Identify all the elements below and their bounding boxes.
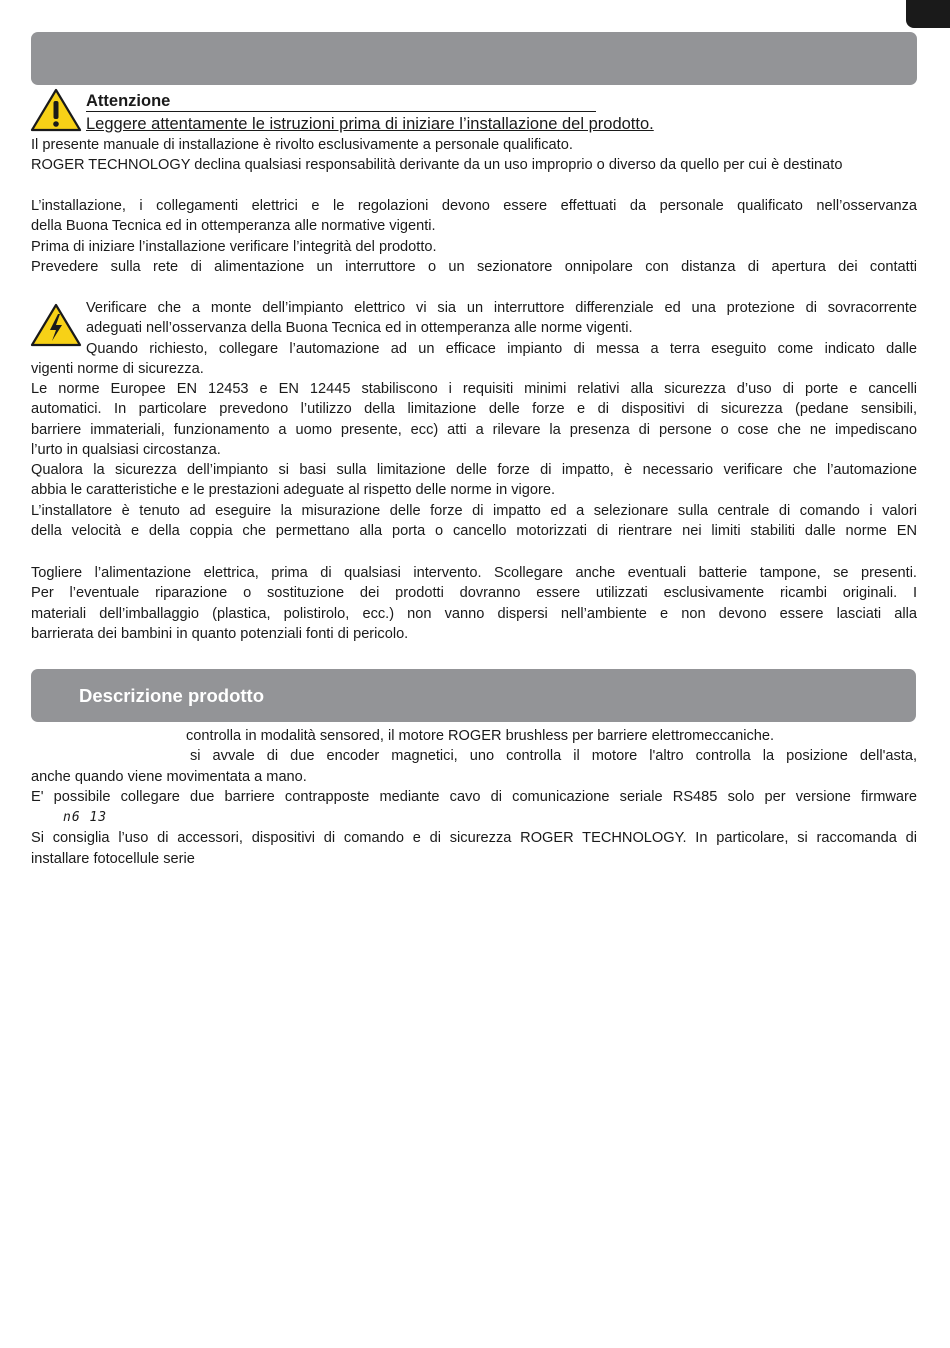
installation-line: della Buona Tecnica ed in ottemperanza alle normative vigenti. [31,218,436,235]
description-line: E' possibile collegare due barriere contrapposte mediante cavo di comunicazione seriale RS485 solo per versione firmware [31,788,917,805]
attention-title: Attenzione [86,91,596,112]
description-line: installare fotocellule serie [31,850,195,867]
maintenance-line: Per l’eventuale riparazione o sostituzione dei prodotti dovranno essere utilizzati esclusivamente ricambi originali. I [31,585,917,602]
intro-line: Il presente manuale di installazione è rivolto esclusivamente a personale qualificato. [31,137,573,153]
header-band [31,32,917,85]
maintenance-block [31,563,917,644]
warning-exclamation-icon [30,88,82,132]
intro-line: ROGER TECHNOLOGY declina qualsiasi responsabilità derivante da un uso improprio o diverso da quello per cui è destinato [31,157,843,174]
installation-block [31,196,917,277]
electrical-line: adeguati nell’osservanza della Buona Tecnica ed in ottemperanza alle norme vigenti. [86,320,633,337]
norms-line: Qualora la sicurezza dell’impianto si basi sulla limitazione delle forze di impatto, è necessario verificare che l’automazione [31,462,917,479]
norms-line: Le norme Europee EN 12453 e EN 12445 stabiliscono i requisiti minimi relativi alla sicurezza d’uso di porte e cancelli [31,381,917,397]
description-block [31,726,917,869]
installation-line: Prevedere sulla rete di alimentazione un interruttore o un sezionatore onnipolare con distanza di apertura dei contatti [31,258,917,275]
description-line: si avvale di due encoder magnetici, uno controlla il motore l'altro controlla la posizione dell'asta, [190,748,917,765]
section-heading-description: Descrizione prodotto [31,669,916,722]
description-line: Si consiglia l’uso di accessori, dispositivi di comando e di sicurezza ROGER TECHNOLOGY. In particolare, si raccomanda di [31,830,917,847]
installation-line: Prima di iniziare l’installazione verificare l’integrità del prodotto. [31,238,437,255]
maintenance-line: barrierata dei bambini in quanto potenziali fonti di pericolo. [31,625,409,642]
norms-block [31,379,917,541]
norms-line: abbia le caratteristiche e le prestazioni adeguate al rispetto delle norme in vigore. [31,482,556,499]
norms-line: barriere immateriali, funzionamento a uomo presente, ecc) atti a rilevare la presenza di persone o cose che ne impediscano [31,421,917,438]
electrical-line: Verificare che a monte dell’impianto elettrico vi sia un interruttore differenziale ed una protezione di sovracorrente [86,300,917,316]
intro-block [31,135,917,176]
description-line: controlla in modalità sensored, il motore ROGER brushless per barriere elettromeccaniche. [186,728,775,744]
norms-line: L’installatore è tenuto ad eseguire la misurazione delle forze di impatto ed a selezionare sulla centrale di comando i valori [31,502,917,519]
electrical-block [31,298,917,379]
norms-line: l’urto in qualsiasi circostanza. [31,441,221,458]
norms-line: della velocità e della coppia che permettano alla porta o cancello motorizzati di rientrare nei limiti stabiliti dalle norme EN [31,523,917,540]
norms-line: automatici. In particolare prevedono l’utilizzo della limitazione delle forze e di dispositivi di sicurezza (pedane sensibili, [31,401,917,418]
firmware-code: n6 13 [63,810,108,826]
page-corner-tab [906,0,950,28]
electrical-line: Quando richiesto, collegare l’automazione ad un efficace impianto di messa a terra eseguito come indicato dalle [86,340,917,357]
description-line: anche quando viene movimentata a mano. [31,768,307,785]
installation-line: L’installazione, i collegamenti elettrici e le regolazioni devono essere effettuati da personale qualificato nell’osservanza [31,198,917,214]
electrical-line: vigenti norme di sicurezza. [31,360,204,377]
maintenance-line: materiali dell’imballaggio (plastica, polistirolo, ecc.) non vanno dispersi nell’ambiente e non devono essere lasciati alla [31,605,917,622]
attention-subtitle: Leggere attentamente le istruzioni prima di iniziare l’installazione del prodotto. [86,115,654,133]
maintenance-line: Togliere l’alimentazione elettrica, prima di qualsiasi intervento. Scollegare anche eventuali batterie tampone, se presenti. [31,565,917,581]
